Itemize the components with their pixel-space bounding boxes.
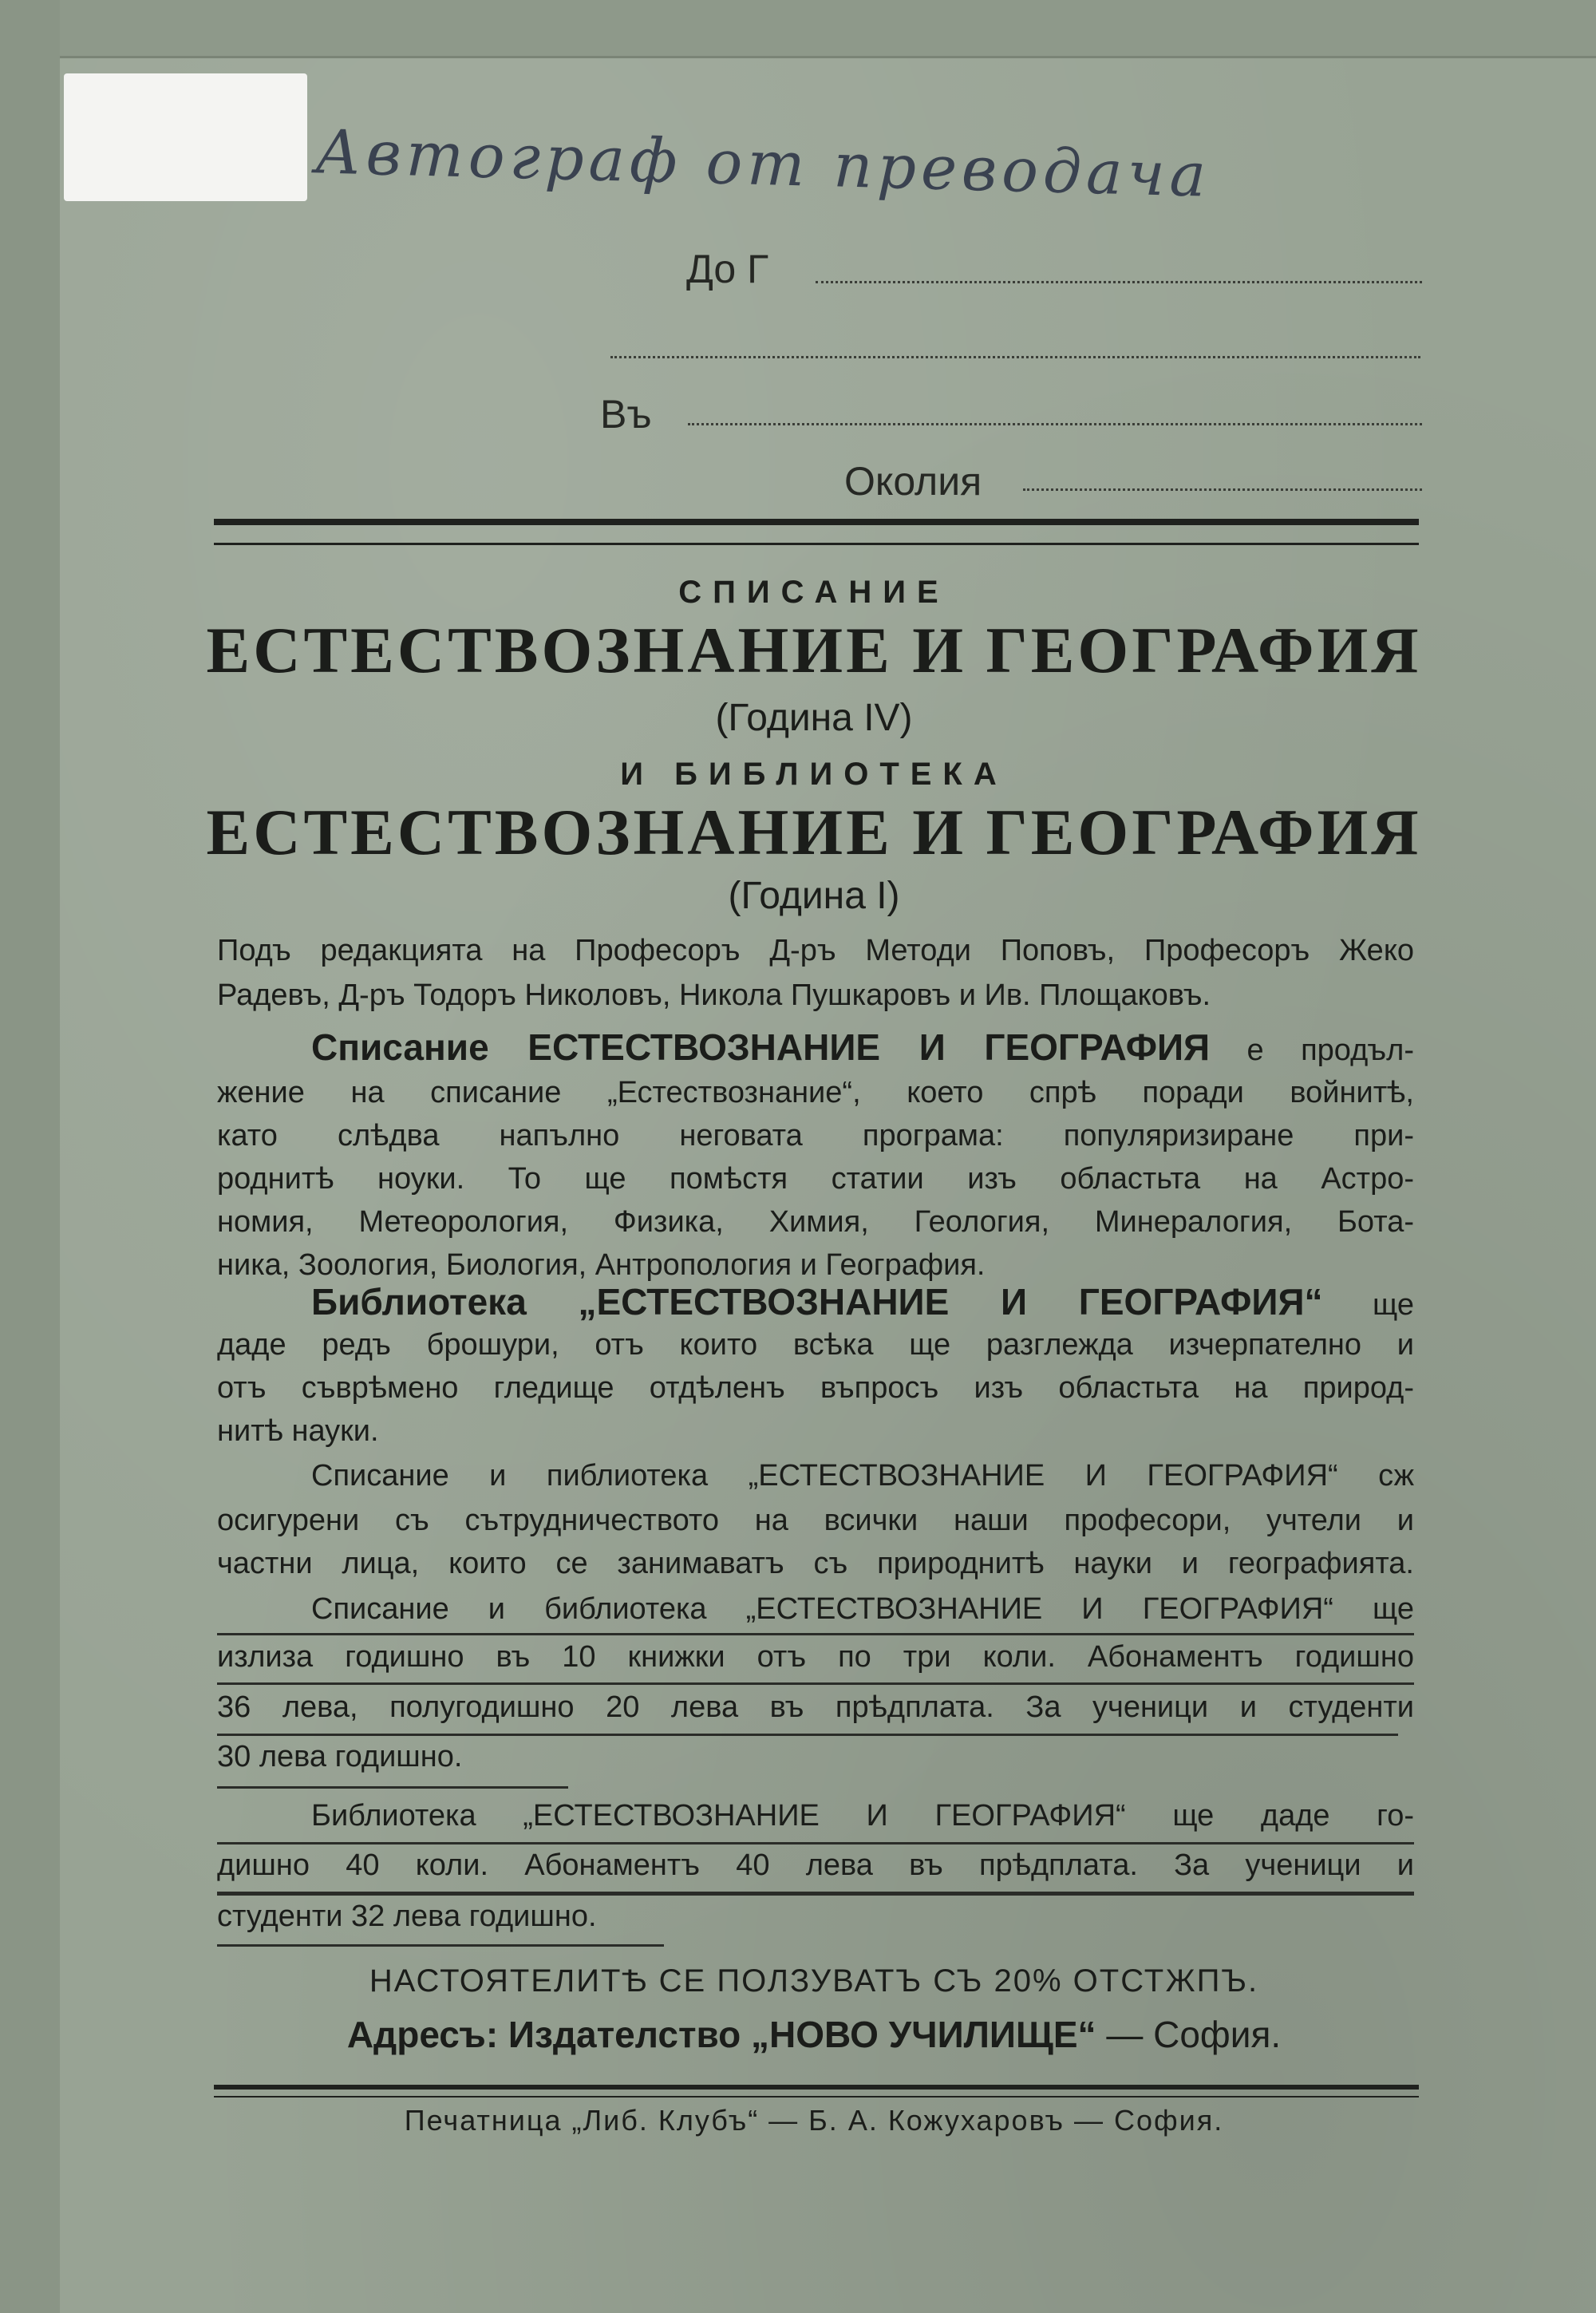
para5-line: студенти 32 лева годишно. xyxy=(217,1900,597,1933)
para1-line: номия, Метеорология, Физика, Химия, Геология, Минералогия, Бота- xyxy=(217,1205,1414,1239)
para5-line: дишно 40 коли. Абонаментъ 40 лева въ прѣдплата. За ученици и xyxy=(217,1848,1414,1882)
underline-rule xyxy=(217,1786,568,1789)
to-line xyxy=(816,281,1422,283)
printer-line: Печатница „Либ. Клубъ“ — Б. А. Кожухаровъ — София. xyxy=(404,2104,1224,2137)
in-label: Въ xyxy=(600,392,652,437)
para2-line: даде редъ брошури, отъ които всѣка ще разглежда изчерпателно и xyxy=(217,1328,1414,1362)
library-kicker: И БИБЛИОТЕКА xyxy=(620,757,1008,792)
para3-line: осигурени съ сътрудничеството на всички наши професори, учтели и xyxy=(217,1504,1414,1537)
to-label: До Г xyxy=(686,247,769,291)
paper-edge-left xyxy=(0,0,60,2313)
publisher-city: — София. xyxy=(1106,2014,1282,2055)
address-label: Адресъ: xyxy=(346,2014,499,2055)
para2-first-line xyxy=(311,1280,1414,1323)
underline-rule xyxy=(217,1682,1414,1685)
footer-rule-thin xyxy=(214,2096,1419,2098)
underline-rule xyxy=(217,1633,1414,1635)
library-year: (Година I) xyxy=(728,875,900,917)
in-line xyxy=(688,423,1422,425)
journal-title: ЕСТЕСТВОЗНАНИЕ И ГЕОГРАФИЯ xyxy=(206,614,1422,686)
para1-line: роднитѣ ноуки. То ще помѣстя статии изъ областьта на Астро- xyxy=(217,1162,1414,1196)
publisher-address xyxy=(192,2013,1436,2056)
white-sticker xyxy=(64,73,307,201)
header-rule-thick xyxy=(214,519,1419,525)
para2-line: нитѣ науки. xyxy=(217,1414,379,1448)
footer-rule-thick xyxy=(214,2085,1419,2090)
underline-rule xyxy=(217,1842,1414,1844)
para5-line: Библиотека „ЕСТЕСТВОЗНАНИЕ И ГЕОГРАФИЯ“ ще даде го- xyxy=(311,1799,1414,1833)
to-line-2 xyxy=(610,356,1420,358)
para3-line: частни лица, които се занимаватъ съ природнитѣ науки и географията. xyxy=(217,1547,1414,1580)
discount-notice: НАСТОЯТЕЛИТѢ СЕ ПОЛЗУВАТЪ СЪ 20% ОТСТЖПЪ. xyxy=(369,1963,1259,1999)
handwritten-note: Автограф от преводача xyxy=(314,116,1212,211)
para1-line: като слѣдва напълно неговата програма: популяризиране при- xyxy=(217,1119,1414,1153)
paper-edge-top xyxy=(0,0,1596,58)
journal-kicker: СПИСАНИЕ xyxy=(678,575,950,610)
library-title: ЕСТЕСТВОЗНАНИЕ И ГЕОГРАФИЯ xyxy=(206,796,1422,868)
para1-line: жение на списание „Естествознание“, което спрѣ поради войнитѣ, xyxy=(217,1076,1414,1109)
editors-line: Радевъ, Д-ръ Тодоръ Николовъ, Никола Пушкаровъ и Ив. Площаковъ. xyxy=(217,979,1211,1012)
underline-rule xyxy=(217,1734,1398,1736)
header-rule-thin xyxy=(214,543,1419,545)
para4-line: 30 лева годишно. xyxy=(217,1740,463,1773)
para2-line: отъ съврѣмено гледище отдѣленъ въпросъ изъ областьта на природ- xyxy=(217,1371,1414,1405)
underline-rule xyxy=(217,1892,1414,1896)
para1-lead-rest: е продъл- xyxy=(1246,1034,1414,1067)
para1-lead: Списание ЕСТЕСТВОЗНАНИЕ И ГЕОГРАФИЯ xyxy=(311,1026,1211,1068)
publisher-name: Издателство „НОВО УЧИЛИЩЕ“ xyxy=(508,2014,1096,2055)
para2-lead: Библиотека „ЕСТЕСТВОЗНАНИЕ И ГЕОГРАФИЯ“ xyxy=(311,1281,1323,1323)
district-label: Околия xyxy=(844,459,982,504)
para3-line: Списание и пиблиотека „ЕСТЕСТВОЗНАНИЕ И ГЕОГРАФИЯ“ сж xyxy=(311,1459,1414,1493)
para4-line: 36 лева, полугодишно 20 лева въ прѣдплата. За ученици и студенти xyxy=(217,1690,1414,1724)
district-line xyxy=(1023,488,1422,491)
para1-first-line xyxy=(311,1026,1414,1069)
para4-line: излиза годишно въ 10 книжки отъ по три коли. Абонаментъ годишно xyxy=(217,1640,1414,1674)
journal-year: (Година IV) xyxy=(715,697,913,739)
para2-lead-rest: ще xyxy=(1373,1288,1414,1322)
para1-line: ника, Зоология, Биология, Антропология и География. xyxy=(217,1248,986,1282)
editors-line: Подъ редакцията на Професоръ Д-ръ Методи Поповъ, Професоръ Жеко xyxy=(217,934,1414,967)
para4-line: Списание и библиотека „ЕСТЕСТВОЗНАНИЕ И ГЕОГРАФИЯ“ ще xyxy=(311,1592,1414,1626)
underline-rule xyxy=(217,1944,664,1947)
